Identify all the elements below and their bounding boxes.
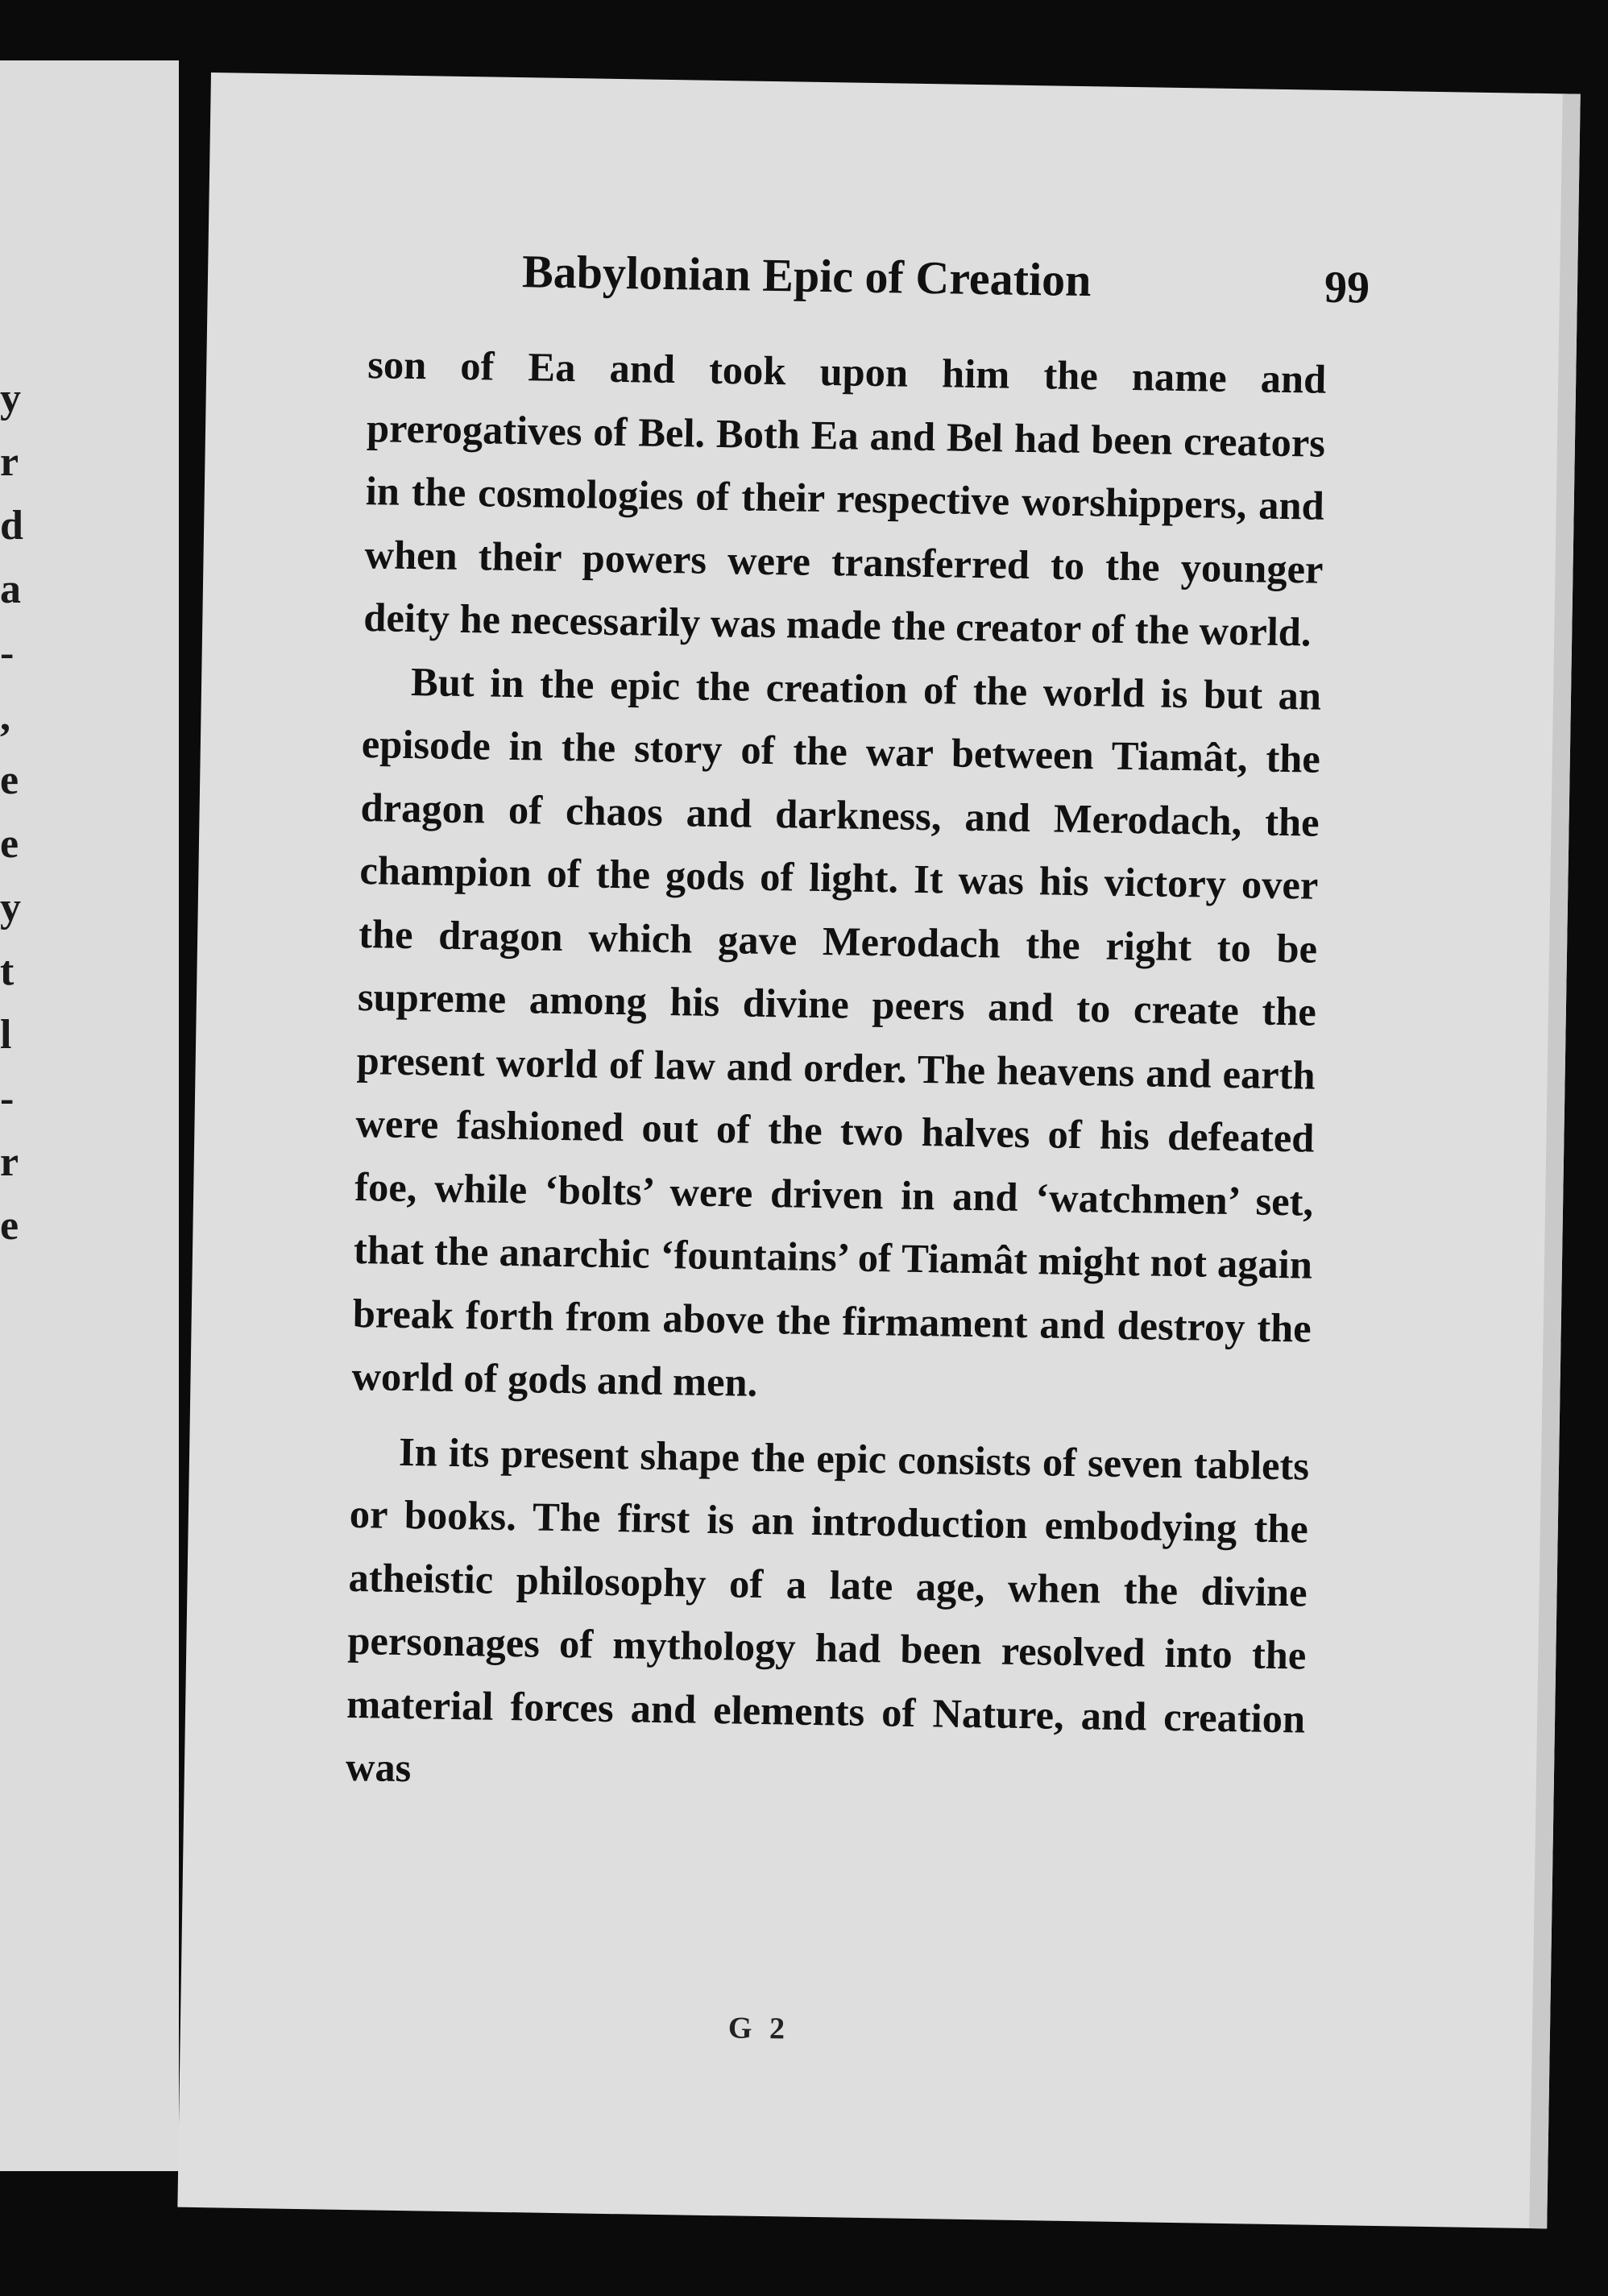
page-body <box>345 333 1326 1813</box>
line-ending: e <box>0 821 19 867</box>
line-ending: , <box>0 694 10 740</box>
line-ending: - <box>0 1075 15 1121</box>
paragraph: But in the epic the creation of the world is but an episode in the story of the war between Tiamât, the dragon of chaos and darkness, and Merodach, the champion of the gods of light. It was his victory over the dragon which gave Merodach the right to be supreme among his divine peers and to create the present world of law and order. The heavens and earth were fashioned out of the two halves of his defeated foe, while ‘bolts’ were driven in and ‘watchmen’ set, that the anarchic ‘fountains’ of Tiamât might not again break forth from above the firmament and destroy the world of gods and men. <box>351 658 1322 1405</box>
previous-page-line-endings <box>0 367 24 1258</box>
line-ending: e <box>0 1203 19 1249</box>
line-ending: y <box>0 885 21 930</box>
paragraph-continuation: son of Ea and took upon him the name and prerogatives of Bel. Both Ea and Bel had been creators in the cosmologies of their respective worshippers, and when their powers were transferred to the younger deity he necessarily was made the creator of the world. <box>363 342 1327 655</box>
book-page <box>177 73 1580 2228</box>
line-ending: r <box>0 439 19 485</box>
page-number: 99 <box>1324 262 1370 313</box>
running-head-title: Babylonian Epic of Creation <box>521 245 1092 307</box>
line-ending: t <box>0 948 15 994</box>
paragraph: In its present shape the epic consists of seven tablets or books. The first is an introduction embodying the atheistic philosophy of a late age, when the divine personages of mythology had been resolved into the material forces and elements of Nature, and creation was <box>345 1428 1310 1791</box>
signature-mark: G 2 <box>727 2011 790 2046</box>
line-ending: r <box>0 1139 19 1185</box>
line-ending: a <box>0 566 21 612</box>
line-ending: l <box>0 1012 12 1058</box>
line-ending: d <box>0 503 23 549</box>
line-ending: y <box>0 375 21 421</box>
line-ending: e <box>0 757 19 803</box>
line-ending: - <box>0 630 15 676</box>
running-head <box>368 242 1497 324</box>
previous-page-edge <box>0 60 179 2171</box>
